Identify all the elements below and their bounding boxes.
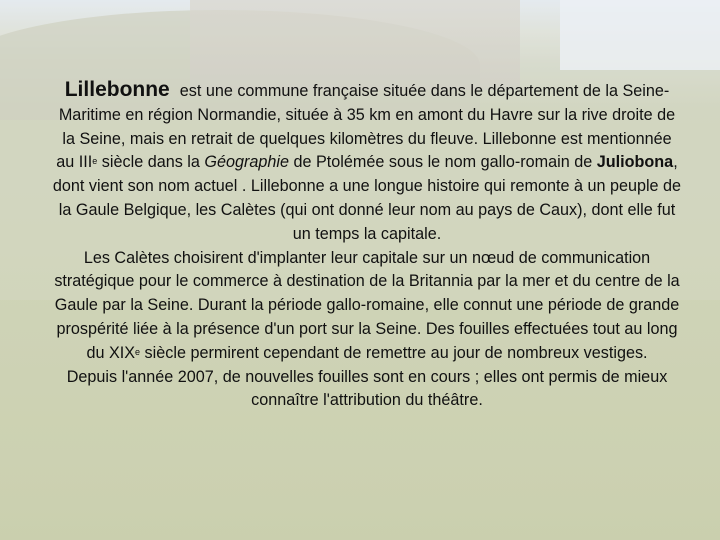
paragraph-1	[52, 78, 682, 247]
article-text	[52, 78, 682, 413]
geographie-title: Géographie	[204, 153, 289, 172]
p2-text-a: Les Calètes choisirent d'implanter leur capitale sur un nœud de communication stratégique pour le commerce à destination de la Britannia par la mer et du centre de la Gaule par la Seine. Durant la période gallo-romaine, elle connut une période de grande prospérité liée à la présence d'un port sur la Seine. Des fouilles effectuées tout au long du XIX	[54, 248, 680, 362]
paragraph-3: Depuis l'année 2007, de nouvelles fouilles sont en cours ; elles ont permis de mieux connaître l'attribution du théâtre.	[66, 367, 668, 410]
juliobona-name: Juliobona	[596, 153, 674, 172]
p1-text-b: siècle dans la	[97, 153, 205, 172]
p1-sup: e	[92, 156, 98, 167]
p1-text-c: de Ptolémée sous le nom gallo-romain de	[289, 153, 597, 172]
p2-text-b: siècle permirent cependant de remettre au jour de nombreux vestiges.	[140, 343, 648, 362]
p1-text-d: , dont vient son nom actuel . Lillebonne a une longue histoire qui remonte à un peuple de la Gaule Belgique, les Calètes (qui ont donné leur nom au pays de Caux), dont elle fut un temps la capitale.	[52, 153, 682, 243]
paragraph-2	[52, 247, 682, 366]
p2-sup: e	[135, 346, 141, 357]
p1-text-a: est une commune française située dans le département de la Seine-Maritime en région Normandie, située à 35 km en amont du Havre sur la rive droite de la Seine, mais en retrait de quelques kilomètres du fleuve. Lillebonne est mentionnée au III	[56, 82, 676, 172]
page-title: Lillebonne	[64, 78, 170, 101]
